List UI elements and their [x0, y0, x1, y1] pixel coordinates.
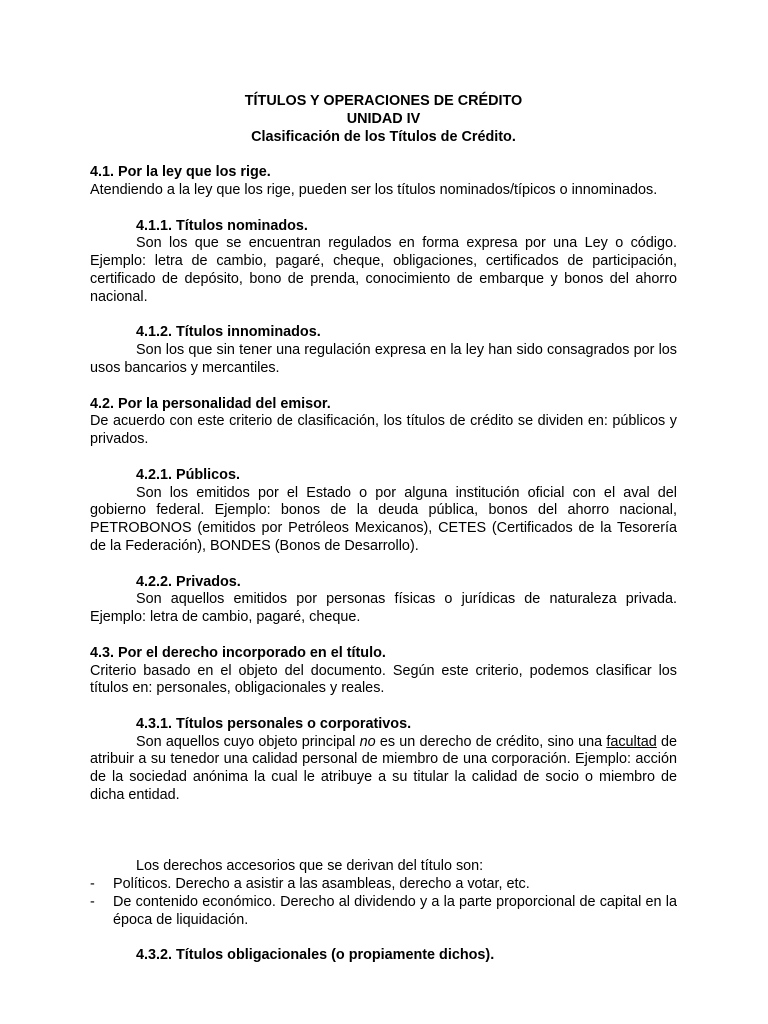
heading-4-2-2: 4.2.2. Privados. [136, 573, 241, 590]
bullet-dash: - [90, 876, 95, 893]
document-page [90, 93, 677, 965]
section-title: Clasificación de los Títulos de Crédito. [251, 128, 516, 145]
paragraph-4-3-1-part-a: Son aquellos cuyo objeto principal [136, 733, 360, 750]
heading-4-3-1: 4.3.1. Títulos personales o corporativos. [136, 715, 412, 732]
paragraph-4-2-2: Son aquellos emitidos por personas físicas o jurídicas de naturaleza privada. Ejemplo: letra de cambio, pagaré, cheque. [90, 591, 677, 626]
paragraph-4-3-1-part-b: es un derecho de crédito, sino una [375, 733, 607, 750]
emphasis-no: no [359, 733, 376, 750]
unit-title: UNIDAD IV [346, 110, 421, 127]
heading-4-1: 4.1. Por la ley que los rige. [90, 164, 271, 181]
heading-4-1-1: 4.1.1. Títulos nominados. [136, 217, 308, 234]
heading-4-3-2: 4.3.2. Títulos obligacionales (o propiamente dichos). [136, 947, 495, 964]
heading-4-3: 4.3. Por el derecho incorporado en el título. [90, 644, 386, 661]
paragraph-4-1: Atendiendo a la ley que los rige, pueden ser los títulos nominados/típicos o innominados. [90, 181, 658, 198]
heading-4-1-2: 4.1.2. Títulos innominados. [136, 324, 321, 341]
underlined-facultad: facultad [606, 733, 657, 750]
paragraph-4-2-1: Son los emitidos por el Estado o por alguna institución oficial con el aval del gobierno federal. Ejemplo: bonos de la deuda pública, bonos del ahorro nacional, PETROBONOS (emitidos por Petróleos Mexicanos), CETES (Certificados de la Tesorería de la Federación), BONDES (Bonos de Desarrollo). [90, 484, 677, 554]
list-item-text: De contenido económico. Derecho al dividendo y a la parte proporcional de capital en la época de liquidación. [113, 893, 677, 928]
paragraph-4-1-1: Son los que se encuentran regulados en forma expresa por una Ley o código. Ejemplo: letra de cambio, pagaré, cheque, obligaciones, certificados de participación, certificado de depósito, bono de prenda, conocimiento de embarque y bonos del ahorro nacional. [90, 235, 677, 305]
list-item [90, 894, 677, 930]
rights-lead: Los derechos accesorios que se derivan del título son: [136, 858, 484, 875]
bullet-dash: - [90, 893, 95, 910]
paragraph-4-2: De acuerdo con este criterio de clasificación, los títulos de crédito se dividen en: públicos y privados. [90, 413, 677, 448]
paragraph-4-1-2: Son los que sin tener una regulación expresa en la ley han sido consagrados por los usos bancarios y mercantiles. [90, 342, 677, 376]
heading-4-2: 4.2. Por la personalidad del emisor. [90, 395, 331, 412]
paragraph-4-3: Criterio basado en el objeto del documento. Según este criterio, podemos clasificar los títulos en: personales, obligacionales y reales. [90, 662, 677, 697]
heading-4-2-1: 4.2.1. Públicos. [136, 466, 240, 483]
document-title: TÍTULOS Y OPERACIONES DE CRÉDITO [244, 93, 523, 109]
list-item-text: Políticos. Derecho a asistir a las asambleas, derecho a votar, etc. [113, 876, 530, 893]
paragraph-4-3-1-part-c: de atribuir a su tenedor una calidad personal de miembro de una corporación. Ejemplo: acción de la sociedad anónima la cual le atribuye a su titular la calidad de socio o miembro de dicha entidad. [90, 733, 677, 804]
paragraph-4-3-1 [90, 734, 677, 805]
list-item [90, 876, 677, 894]
